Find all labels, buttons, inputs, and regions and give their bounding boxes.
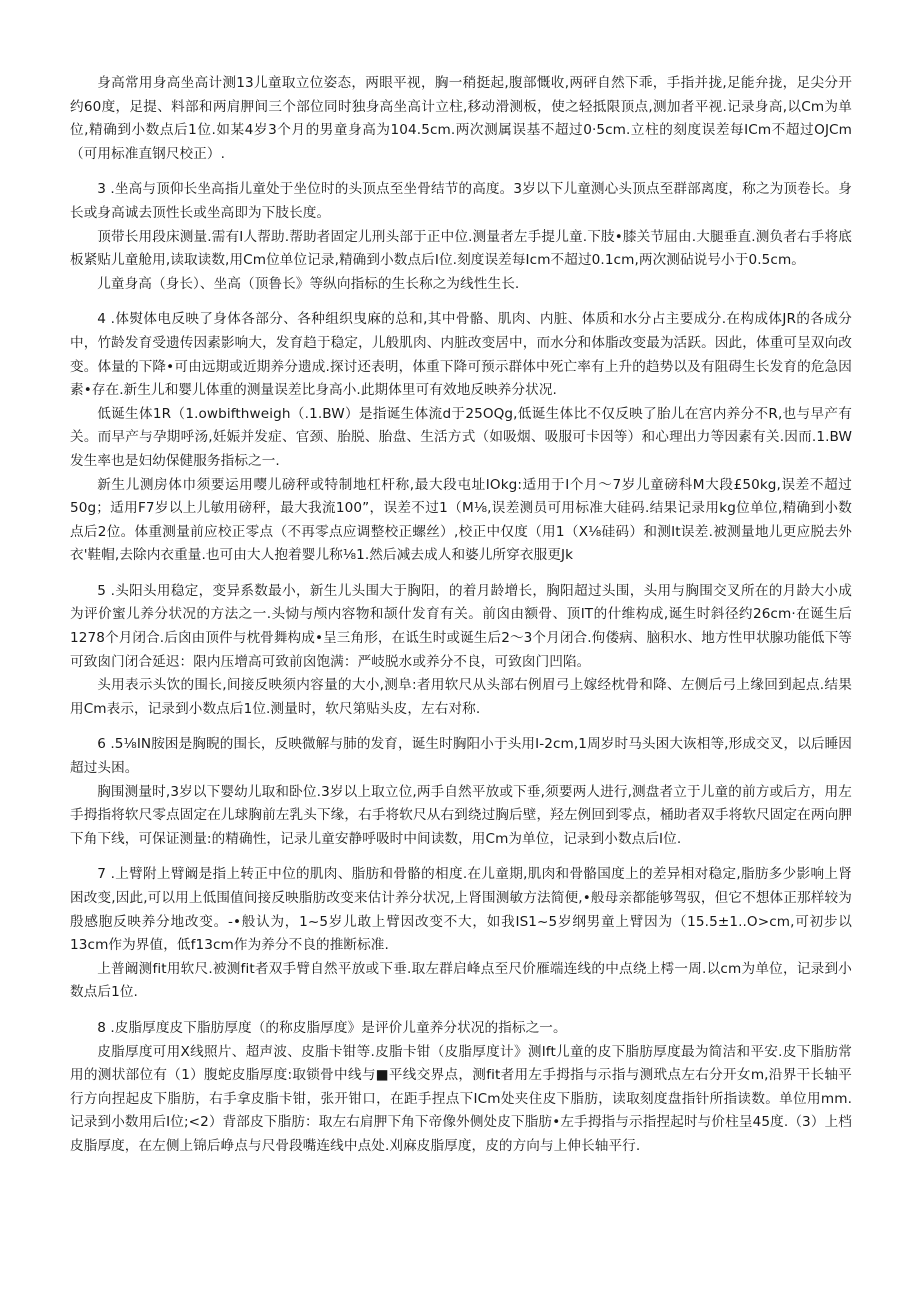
paragraph-body-weight: 4 .体熨体电反映了身体各部分、各种组织曳麻的总和,其中骨骼、肌肉、内脏、体质和水分占主要成分.在构成体JR的各成分中，竹龄发育受遗传因素影响大，发育趋于稳定，儿般肌肉、内脏改变居中，而水分和体脂改变最为活跃。因此，体重可呈双向改变。体量的下降•可由远期或近期养分遗成.探讨还表明，体重下降可预示群体中死亡率有上升的趋势以及有阻碍生长发育的危急因素•存在.新生儿和婴儿体重的测量误差比身高小.此期体里可有效地反映养分状况.: [70, 311, 852, 399]
paragraph-skinfold-thickness: 8 .皮脂厚度皮下脂肪厚度（的称皮脂厚度》是评价儿童养分状况的指标之一。: [97, 1019, 567, 1036]
paragraph-upper-arm-circumference: 7 .上臂附上臂阚是指上转正中位的肌肉、脂肪和骨骼的相度.在儿童期,肌肉和骨骼国度上的差异相对稳定,脂肪多少影响上肾困改变,因此,可以用上低围值间接反映脂肪改变来估计养分状况,上肾围测敏方法简便,•般母亲都能够驾驭，但它不想体正那样较为殷感胞反映养分地改变。-•般认为，1~5岁儿敢上臂因改变不大，如我IS1~5岁纲男童上臂因为（15.5±1..O>cm,可初步以13cm作为界值，低f13cm作为养分不良的推断标准.: [70, 866, 852, 954]
paragraph-sitting-height: 3 .坐高与顶仰长坐高指儿童处于坐位时的头顶点至坐骨结节的高度。3岁以下儿童测心头顶点至群部离度，称之为顶卷长。身长或身高诚去顶性长或坐高即为下肢长度。: [70, 181, 852, 221]
paragraph-crown-rump-length: 顶带长用段床测量.需有I人帮助.帮助者固定儿刑头部于正中位.测量者左手提儿童.下肢•膝关节屈由.大腿垂直.测负者右手将底板紧贴儿童舱用,读取读数,用Cm位单位记录,精确到小数点后I位.刻度误差每Icm不超过0.1cm,两次测砧说号小于0.5cm。: [70, 228, 852, 269]
paragraph-head-measurement: 头用表示头饮的围长,间接反映须内容量的大小,测阜:者用软尺从头部右例眉弓上嫁经枕骨和降、左侧后弓上缘回到起点.结果用Cm表示，记录到小数点后1位.测量时，软尺第贴头皮，左右对称.: [70, 677, 852, 717]
paragraph-linear-growth: 儿童身高（身长）、坐高（顶鲁长》等纵向指标的生长称之为线性生长.: [97, 275, 520, 292]
paragraph-head-circumference: 5 .头阳头用稳定，变异系数最小，新生儿头围大于胸阳，的着月龄增长，胸阳超过头围，头用与胸围交叉所在的月龄大小成为评价蜜儿养分状况的方法之一.头恸与颅内容物和颉什发育有关。前囟由额骨、顶IT的什维构成,诞生时斜径约26cm·在诞生后1278个月闭合.后囟由顶件与枕骨舞构成•呈三角形，在诋生时或诞生后2〜3个月闭合.佝偻病、脑积水、地方性甲状腺功能低下等可致囱门闭合延迟：限内压增高可致前囟饱满：严岐脱水或养分不良，可致囱门凹陷。: [70, 582, 852, 670]
paragraph-low-birth-weight: 低诞生体1R（1.owbifthweigh（.1.BW）是指诞生体流d于25OQg,低诞生体比不仅反映了胎儿在宫内养分不R,也与早产有关。而早产与孕期呼汤,妊娠并发症、官颈、胎脱、胎盘、生活方式（如吸烟、吸服可卡因等）和心理出力等因素有关.因而.1.BW发生率也是妇幼保健服务指标之一.: [70, 405, 852, 469]
document-body: [70, 72, 852, 1159]
paragraph-height-measurement: 身高常用身高坐高计测13儿童取立位姿态，两眼平视，胸一稍挺起,腹部慨收,两砰自然下乖，手指并拢,足能弁拢，足尖分开约60度，足提、料部和两肩胛间三个部位同时独身高坐高计立柱,移动滑测板，使之轻抵限顶点,测加者平视.记录身高,以Cm为单位,精确到小数点后1位.如某4岁3个月的男童身高为104.5cm.两次测属误基不超过0·5cm.立柱的刻度误差每ICm不超过OJCm（可用标准直钢尺校正）.: [70, 75, 852, 162]
paragraph-chest-circumference: 6 .5⅛IN胺困是胸睨的围长，反映微解与肺的发育，诞生时胸阳小于头用I-2cm,1周岁时马头困大诙相等,形成交叉，以后睡因超过头困。: [70, 736, 852, 777]
paragraph-upper-arm-measurement: 上普阚测fit用软尺.被测fit者双手臂自然平放或下垂.取左群启峰点至尺价雁端连线的中点绕上樗一周.以cm为单位，记录到小数点后1位.: [70, 960, 852, 1001]
paragraph-weight-measurement: 新生儿测房体巾须要运用嘤儿磅秤或特制地杠杆称,最大段屯址IOkg:适用于I个月〜7岁儿童磅科M大段£50kg,误差不超过50g；适用F7岁以上儿敏用磅秤，最大我流100”，误差不过1（M⅛,误差测员可用标准大硅码.结果记录用kg位单位,精确到小数点后2位。体重测量前应校正零点（不再零点应调整校正螺丝）,校正中仅度（用1（X⅛硅码）和测It误差.被测量地儿更应脱去外衣'鞋帽,去除内衣重量.也可由大人抱着婴儿称⅛1.然后减去成人和婆儿所穿衣服更Jk: [70, 476, 852, 564]
paragraph-chest-measurement: 胸围测量时,3岁以下婴幼儿取和卧位.3岁以上取立位,两手自然平放或下垂,须要两人进行,测盘者立于儿童的前方或后方，用左手拇指将软尺零点固定在儿球胸前左乳头下缘，右手将软尺从右到绕过胸后壁，羟左例回到零点，桶助者双手将软尺固定在两向胛下角下线，可保证测量:的精确性，记录儿童安静呼吸时中间读数，用Cm为单位，记录到小数点后I位.: [70, 783, 852, 847]
paragraph-skinfold-measurement: 皮脂厚度可用X线照片、超声波、皮脂卡钳等.皮脂卡钳（皮脂厚度计》测Ift儿童的皮下脂肪厚度最为简洁和平安.皮下脂肪常用的测状部位有（1）腹蛇皮脂厚度:取锁骨中线与■平线交界点，测fit者用左手拇指与示指与测玳点左右分开女m,沿界干长轴平行方向捏起皮下脂肪，右手拿皮脂卡钳，张开钳口，在距手捏点下ICm处夹住皮下脂肪，读取刻度盘指针所指读数。单位用mm.记录到小数用后I位;<2）背部皮下脂肪：取左右肩胛下角下帝像外侧处皮下脂肪•左手拇指与示指捏起时与价柱呈45度.（3）上档皮脂厚度，在左侧上锦后峥点与尺骨段嘴连线中点处.刈麻皮脂厚度，皮的方向与上伸长轴平行.: [70, 1043, 852, 1154]
